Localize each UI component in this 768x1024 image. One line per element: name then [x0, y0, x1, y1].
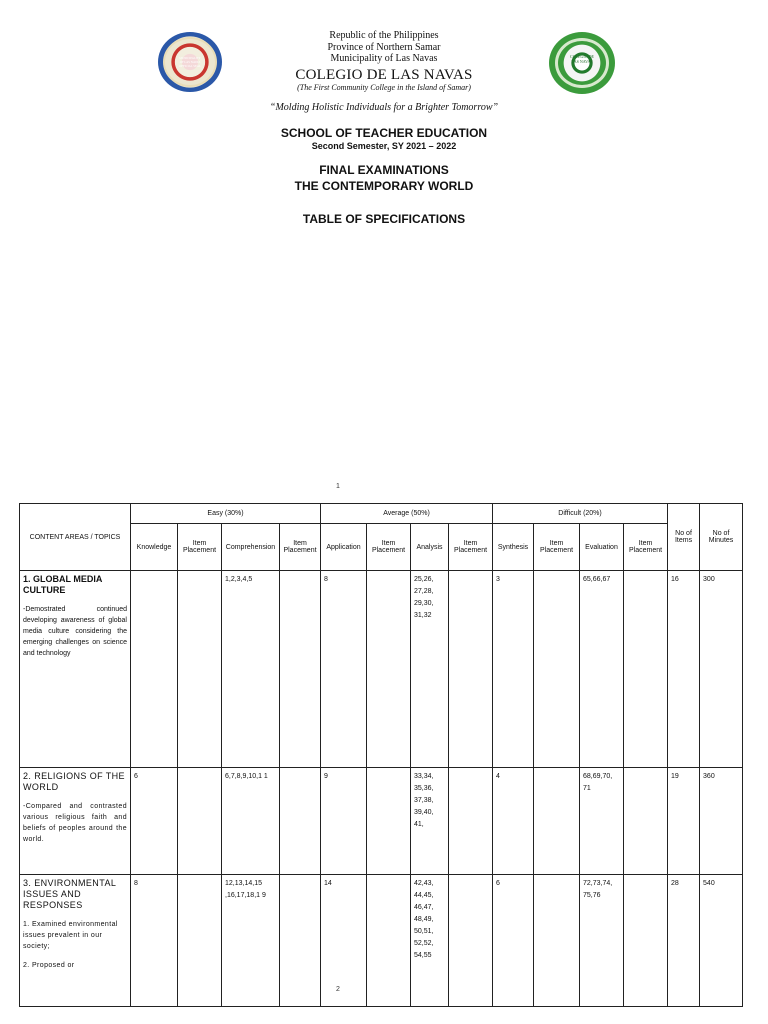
- header-content-areas: CONTENT AREAS / TOPICS: [20, 504, 131, 571]
- topic-description: -Compared and contrasted various religious faith and beliefs of peoples around the world.: [23, 803, 127, 843]
- evaluation-cell: 68,69,70, 71: [580, 768, 624, 875]
- college-subtitle: (The First Community College in the Island of Samar): [297, 83, 471, 92]
- header-no-minutes: No of Minutes: [700, 504, 743, 571]
- comprehension-cell: 6,7,8,9,10,1 1: [222, 768, 280, 875]
- college-name: COLEGIO DE LAS NAVAS: [295, 67, 473, 83]
- municipality-line: Municipality of Las Navas: [330, 53, 438, 64]
- item-placement-cell: [624, 571, 668, 768]
- application-cell: 8: [321, 571, 367, 768]
- topic-cell: [20, 875, 131, 1007]
- item-placement-cell: [624, 768, 668, 875]
- item-placement-cell: [449, 768, 493, 875]
- item-placement-cell: [534, 571, 580, 768]
- header-comprehension: Comprehension: [222, 524, 280, 571]
- item-placement-cell: [178, 768, 222, 875]
- semester-line: Second Semester, SY 2021 – 2022: [311, 141, 457, 151]
- topic-cell: [20, 571, 131, 768]
- item-placement-cell: [367, 768, 411, 875]
- seal-left-label: MUNICIPALITY OF LAS NAVAS OFFICIAL SEAL: [179, 56, 201, 68]
- header-item-placement: Item Placement: [534, 524, 580, 571]
- evaluation-cell: 65,66,67: [580, 571, 624, 768]
- synthesis-cell: 3: [493, 571, 534, 768]
- synthesis-cell: 4: [493, 768, 534, 875]
- table-row: [20, 768, 743, 875]
- table-row: [20, 875, 743, 1007]
- comprehension-cell: 1,2,3,4,5: [222, 571, 280, 768]
- seal-right-label: COLEGIO DE LAS NAVAS: [570, 54, 594, 64]
- header-difficult: Difficult (20%): [493, 504, 668, 524]
- document-title: TABLE OF SPECIFICATIONS: [302, 212, 466, 226]
- topic-title: 3. ENVIRONMENTAL ISSUES AND RESPONSES: [23, 878, 116, 910]
- topic-title: 2. RELIGIONS OF THE WORLD: [23, 771, 125, 792]
- header-item-placement: Item Placement: [178, 524, 222, 571]
- synthesis-cell: 6: [493, 875, 534, 1007]
- knowledge-cell: 6: [131, 768, 178, 875]
- item-placement-cell: [534, 768, 580, 875]
- items-cell: 19: [668, 768, 700, 875]
- page-number-2: 2: [336, 986, 340, 993]
- header-item-placement: Item Placement: [280, 524, 321, 571]
- header-item-placement: Item Placement: [624, 524, 668, 571]
- exam-title: FINAL EXAMINATIONS: [319, 163, 449, 177]
- items-cell: 16: [668, 571, 700, 768]
- header-synthesis: Synthesis: [493, 524, 534, 571]
- minutes-cell: 300: [700, 571, 743, 768]
- topic-cell: [20, 768, 131, 875]
- knowledge-cell: [131, 571, 178, 768]
- item-placement-cell: [178, 875, 222, 1007]
- header-item-placement: Item Placement: [449, 524, 493, 571]
- item-placement-cell: [534, 875, 580, 1007]
- application-cell: 14: [321, 875, 367, 1007]
- topic-description: -Demostrated continued developing awareness of global media culture considering the emerging challenges on science and technology: [23, 606, 127, 657]
- topic-title: 1. GLOBAL MEDIA CULTURE: [23, 574, 103, 595]
- header-average: Average (50%): [321, 504, 493, 524]
- analysis-cell: 25,26, 27,28, 29,30, 31,32: [411, 571, 449, 768]
- header-evaluation: Evaluation: [580, 524, 624, 571]
- item-placement-cell: [367, 571, 411, 768]
- topic-description: 2. Proposed or: [23, 962, 75, 969]
- school-name: SCHOOL OF TEACHER EDUCATION: [280, 126, 488, 140]
- header-knowledge: Knowledge: [131, 524, 178, 571]
- province-line: Province of Northern Samar: [327, 42, 441, 53]
- college-motto: “Molding Holistic Individuals for a Brighter Tomorrow”: [269, 102, 499, 113]
- page-number-1: 1: [336, 483, 340, 490]
- minutes-cell: 540: [700, 875, 743, 1007]
- item-placement-cell: [624, 875, 668, 1007]
- item-placement-cell: [280, 768, 321, 875]
- table-row: [20, 571, 743, 768]
- item-placement-cell: [367, 875, 411, 1007]
- comprehension-cell: 12,13,14,15 ,16,17,18,1 9: [222, 875, 280, 1007]
- specifications-table: [19, 503, 743, 1007]
- item-placement-cell: [280, 571, 321, 768]
- header-application: Application: [321, 524, 367, 571]
- application-cell: 9: [321, 768, 367, 875]
- analysis-cell: 33,34, 35,36, 37,38, 39,40, 41,: [411, 768, 449, 875]
- republic-line: Republic of the Philippines: [329, 30, 439, 41]
- knowledge-cell: 8: [131, 875, 178, 1007]
- course-title: THE CONTEMPORARY WORLD: [294, 179, 474, 193]
- item-placement-cell: [449, 571, 493, 768]
- topic-description: 1. Examined environmental issues prevalent in our society;: [23, 921, 118, 950]
- item-placement-cell: [280, 875, 321, 1007]
- items-cell: 28: [668, 875, 700, 1007]
- item-placement-cell: [178, 571, 222, 768]
- header-no-items: No of Items: [668, 504, 700, 571]
- minutes-cell: 360: [700, 768, 743, 875]
- item-placement-cell: [449, 875, 493, 1007]
- header-easy: Easy (30%): [131, 504, 321, 524]
- header-analysis: Analysis: [411, 524, 449, 571]
- analysis-cell: 42,43, 44,45, 46,47, 48,49, 50,51, 52,52, 54,55: [411, 875, 449, 1007]
- evaluation-cell: 72,73,74, 75,76: [580, 875, 624, 1007]
- header-item-placement: Item Placement: [367, 524, 411, 571]
